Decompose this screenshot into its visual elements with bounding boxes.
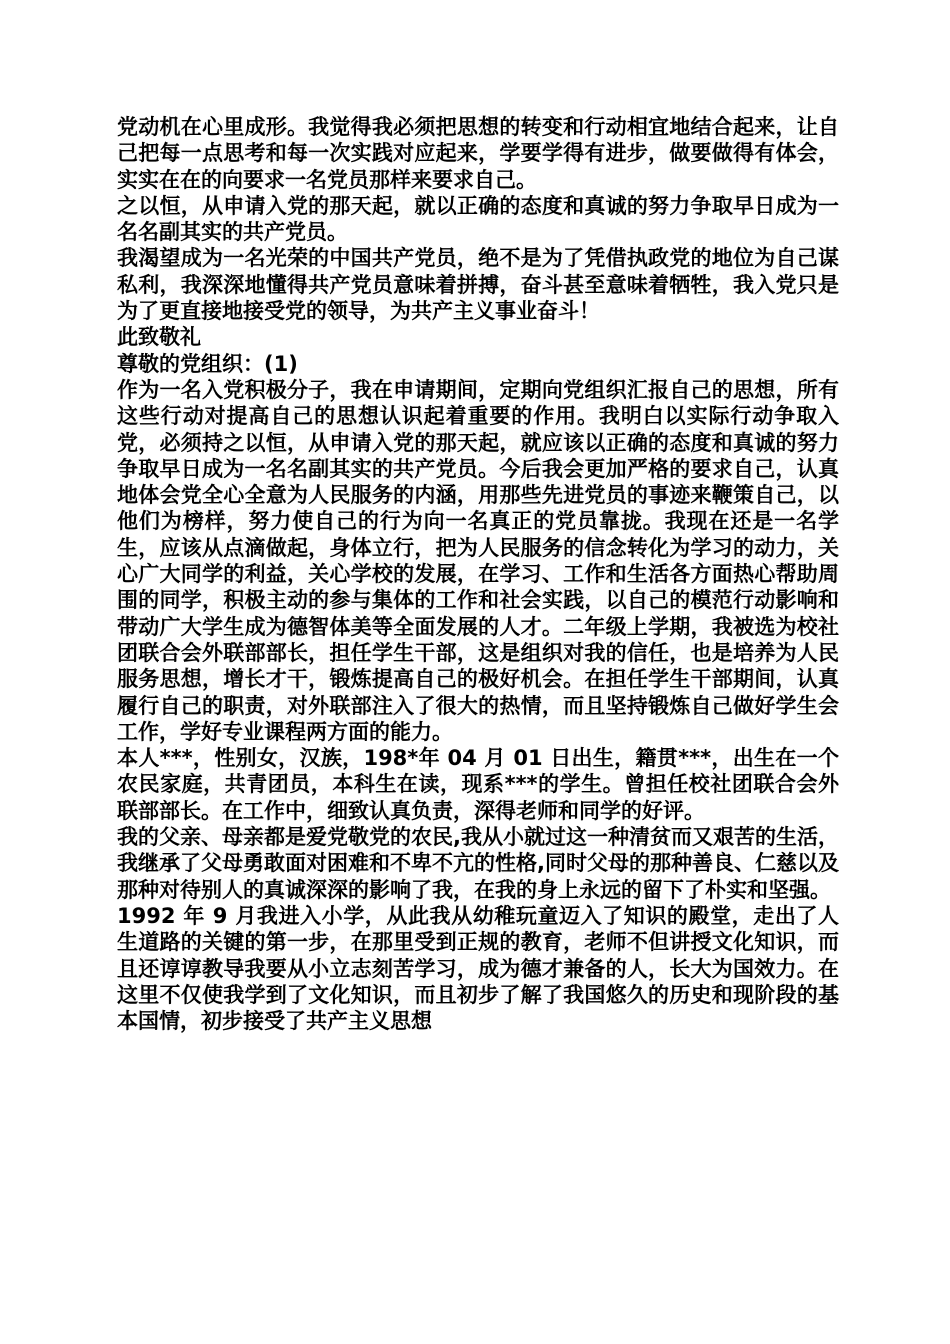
salutation-opening: 尊敬的党组织：(1) bbox=[117, 351, 298, 376]
paragraph-personal-info: 本人***，性别女，汉族，198*年 04 月 01 日出生，籍贯***，出生在一个农民家庭，共青团员，本科生在读，现系***的学生。曾担任校社团联合会外联部部长。在工作中，细致认真负责，深得老师和同学的好评。 bbox=[117, 746, 839, 823]
paragraph-aspiration: 我渴望成为一名光荣的中国共产党员，绝不是为了凭借执政党的地位为自己谋私利，我深深地懂得共产党员意味着拼搏，奋斗甚至意味着牺牲，我入党只是为了更直接地接受党的领导，为共产主义事业奋斗！ bbox=[117, 246, 839, 324]
paragraph-family: 我的父亲、母亲都是爱党敬党的农民,我从小就过这一种清贫而又艰苦的生活，我继承了父母勇敢面对困难和不卑不亢的性格,同时父母的那种善良、仁慈以及那种对待别人的真诚深深的影响了我，在我的身上永远的留下了朴实和坚强。 bbox=[117, 825, 839, 902]
paragraph-primary-school: 1992 年 9 月我进入小学，从此我从幼稚玩童迈入了知识的殿堂，走出了人生道路的关键的第一步，在那里受到正规的教育，老师不但讲授文化知识，而且还谆谆教导我要从小立志刻苦学习，成为德才兼备的人，长大为国效力。在这里不仅使我学到了文化知识，而且初步了解了我国悠久的历史和现阶段的基本国情，初步接受了共产主义思想 bbox=[117, 903, 839, 1034]
document-page bbox=[117, 114, 839, 1034]
paragraph-activist-report: 作为一名入党积极分子，我在申请期间，定期向党组织汇报自己的思想，所有这些行动对提高自己的思想认识起着重要的作用。我明白以实际行动争取入党，必须持之以恒，从申请入党的那天起，就应该以正确的态度和真诚的努力争取早日成为一名名副其实的共产党员。今后我会更加严格的要求自己，认真地体会党全心全意为人民服务的内涵，用那些先进党员的事迹来鞭策自己，以他们为榜样，努力使自己的行为向一名真正的党员靠拢。我现在还是一名学生，应该从点滴做起，身体立行，把为人民服务的信念转化为学习的动力，关心广大同学的利益，关心学校的发展，在学习、工作和生活各方面热心帮助周围的同学，积极主动的参与集体的工作和社会实践，以自己的模范行动影响和带动广大学生成为德智体美等全面发展的人才。二年级上学期，我被选为校社团联合会外联部部长，担任学生干部，这是组织对我的信任，也是培养为人民服务思想，增长才干，锻炼提高自己的极好机会。在担任学生干部期间，认真履行自己的职责，对外联部注入了很大的热情，而且坚持锻炼自己做好学生会工作，学好专业课程两方面的能力。 bbox=[117, 377, 839, 744]
salutation-closing: 此致敬礼 bbox=[117, 325, 201, 350]
paragraph-perseverance: 之以恒，从申请入党的那天起，就以正确的态度和真诚的努力争取早日成为一名名副其实的共产党员。 bbox=[117, 193, 839, 245]
paragraph-motivation: 党动机在心里成形。我觉得我必须把思想的转变和行动相宜地结合起来，让自己把每一点思考和每一次实践对应起来，学要学得有进步，做要做得有体会，实实在在的向要求一名党员那样来要求自己。 bbox=[117, 115, 839, 192]
